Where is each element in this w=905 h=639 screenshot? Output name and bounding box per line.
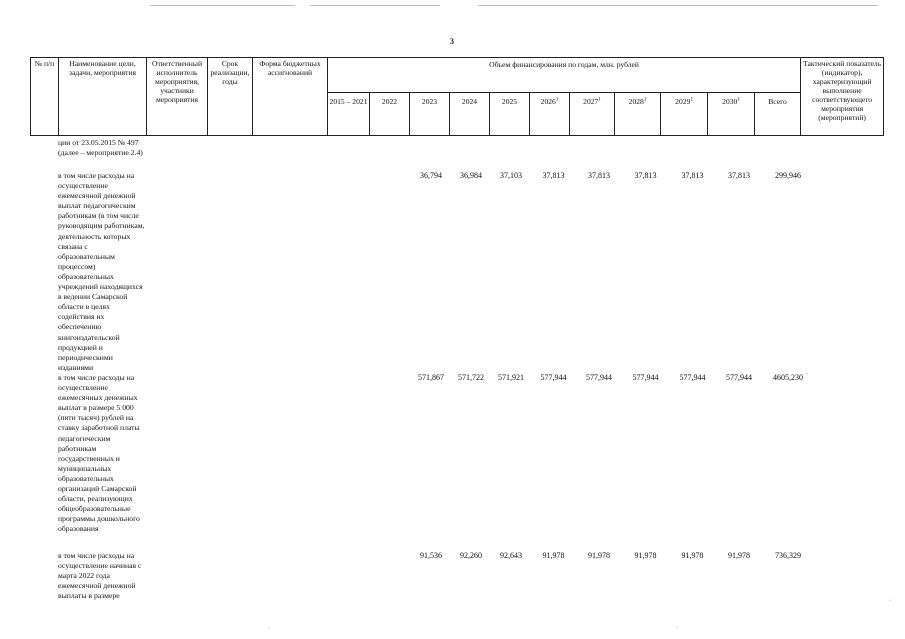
header-year: 2027$^1$ (570, 93, 615, 136)
header-year: 2024 (450, 93, 490, 136)
scan-speck: · (268, 626, 270, 632)
value-2030: 37,813 (728, 171, 750, 180)
header-funding-title: Объем финансирования по годам, млн. рублей (328, 58, 801, 93)
value-2029: 37,813 (681, 171, 704, 180)
value-2029: 577,944 (679, 373, 706, 382)
value-total: 299,946 (775, 171, 801, 180)
value-2027: 37,813 (588, 171, 610, 180)
value-2023: 36,794 (420, 171, 442, 180)
value-2030: 91,978 (728, 551, 750, 560)
value-total: 4605,230 (773, 373, 803, 382)
header-executor: Ответственный исполнитель мероприятия, участники мероприятия (147, 58, 208, 136)
row-description: в том числе расходы на осуществление ежемесячных денежных выплат в размере 5 000 (пяти тысяч) рублей на ставку заработной платы педагогическим работникам государственных и муниципальных образовательных организаций Самарской области, реализующих общеобразовательные программы дошкольного образования (58, 373, 140, 534)
value-2030: 577,944 (726, 373, 752, 382)
value-2024: 92,260 (460, 551, 482, 560)
row-description: в том числе расходы на осуществление ежемесячной денежной выплат педагогическим работникам (в том числе руководящим работникам, деятельность которых связана с образовательным процессом) образовательных учреждений находящихся в ведении Самарской области в целях содействия их обеспечению книгоиздательской продукцией и периодическими изданиями (58, 171, 145, 372)
value-2024: 36,984 (460, 171, 482, 180)
header-name: Наименование цели, задачи, мероприятия (59, 58, 147, 136)
header-year: 2029$^1$ (661, 93, 708, 136)
header-total: Всего (755, 93, 801, 136)
value-2028: 91,978 (634, 551, 657, 560)
scan-edge-line (478, 5, 878, 6)
value-total: 736,329 (775, 551, 801, 560)
header-year: 2028$^1$ (615, 93, 661, 136)
value-2024: 571,722 (458, 373, 484, 382)
header-indicator: Тактический показатель (индикатор), характеризующий выполнение соответствующего мероприятия (мероприятий) (801, 58, 884, 136)
value-2025: 37,103 (500, 171, 522, 180)
scan-speck: · (889, 598, 891, 604)
value-2025: 571,921 (498, 373, 524, 382)
scan-edge-line (150, 5, 295, 6)
header-year: 2026$^1$ (530, 93, 570, 136)
header-num: № п/п (31, 58, 59, 136)
page-number: 3 (450, 37, 454, 46)
header-year: 2023 (410, 93, 450, 136)
value-2026: 91,978 (542, 551, 565, 560)
value-2025: 92,643 (500, 551, 522, 560)
continuation-text: ции от 23.05.2015 № 497 (далее – мероприятие 2.4) (58, 138, 143, 158)
header-form: Форма бюджетных ассигнований (253, 58, 328, 136)
value-2028: 37,813 (634, 171, 657, 180)
header-table (30, 57, 884, 136)
header-year: 2025 (490, 93, 530, 136)
scan-speck: ` (806, 374, 808, 380)
value-2023: 571,867 (418, 373, 444, 382)
value-2026: 37,813 (542, 171, 565, 180)
row-description: в том числе расходы на осуществление начиная с марта 2022 года ежемесячной денежной выплаты в размере (58, 551, 142, 601)
header-year: 2030$^1$ (708, 93, 755, 136)
value-2026: 577,944 (540, 373, 567, 382)
scan-speck: · (676, 625, 678, 631)
value-2029: 91,978 (681, 551, 704, 560)
header-year: 2015 – 2021 (328, 93, 370, 136)
value-2027: 91,978 (588, 551, 610, 560)
header-term: Срок реализации, годы (208, 58, 253, 136)
value-2023: 91,536 (420, 551, 442, 560)
value-2028: 577,944 (632, 373, 659, 382)
header-year: 2022 (370, 93, 410, 136)
value-2027: 577,944 (586, 373, 612, 382)
scan-edge-line (310, 5, 440, 6)
